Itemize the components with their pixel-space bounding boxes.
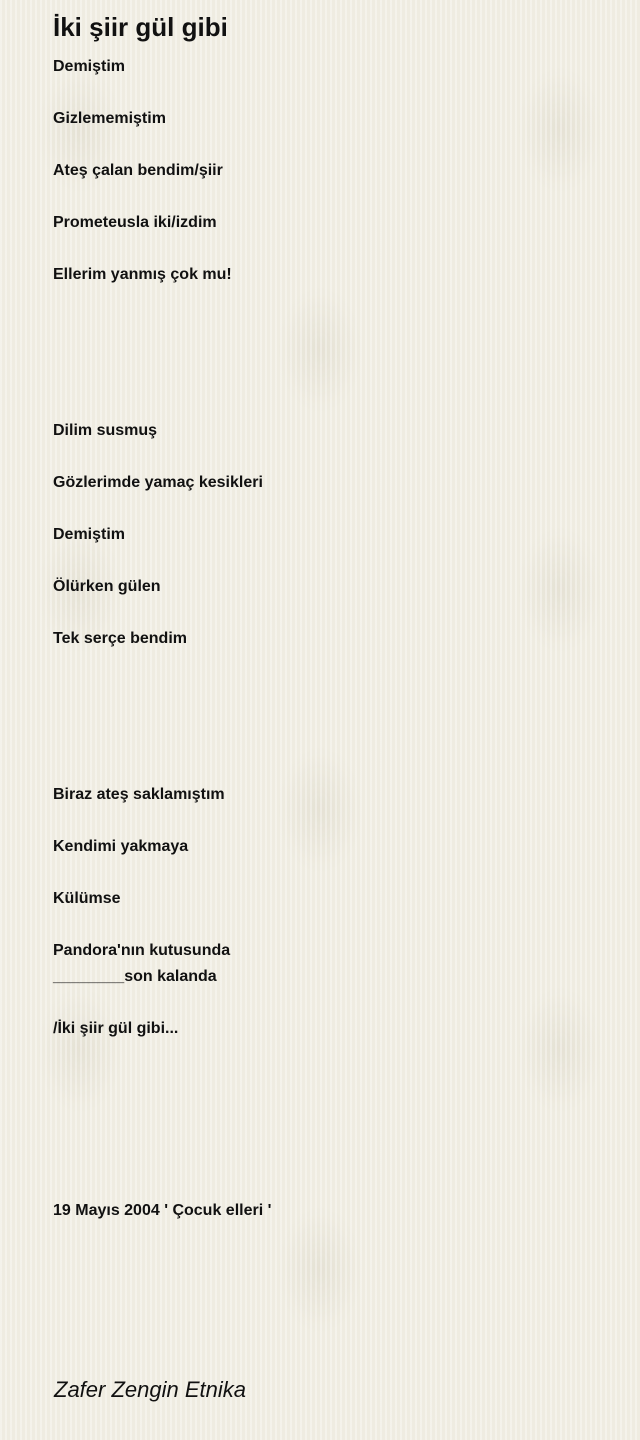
- poem-blank-line: [53, 808, 271, 834]
- poem-blank-line: [53, 1042, 271, 1068]
- poem-blank-line: [53, 730, 271, 756]
- poem-line: Kendimi yakmaya: [53, 838, 189, 855]
- poem-line: Dilim susmuş: [53, 422, 158, 439]
- poem-blank-line: [53, 392, 271, 418]
- poem-blank-line: [53, 652, 271, 678]
- poem-body: [53, 54, 271, 1224]
- poem-blank-line: [53, 236, 271, 262]
- poem-blank-line: [53, 314, 271, 340]
- poem-line: Gizlememiştim: [53, 110, 166, 127]
- poem-title: İki şiir gül gibi: [53, 12, 228, 42]
- poem-blank-line: [53, 548, 271, 574]
- poem-blank-line: [53, 444, 271, 470]
- poem-line: Tek serçe bendim: [53, 630, 187, 647]
- poem-blank-line: [53, 1120, 271, 1146]
- poem-line: ________son kalanda: [53, 968, 217, 985]
- poem-blank-line: [53, 678, 271, 704]
- poem-line: Ateş çalan bendim/şiir: [53, 162, 223, 179]
- poem-blank-line: [53, 366, 271, 392]
- poem-line: Demiştim: [53, 58, 126, 75]
- poem-blank-line: [53, 860, 271, 886]
- poem-blank-line: [53, 132, 271, 158]
- poem-line: Külümse: [53, 890, 121, 907]
- poem-blank-line: [53, 600, 271, 626]
- poem-blank-line: [53, 990, 271, 1016]
- poem-blank-line: [53, 912, 271, 938]
- poem-blank-line: [53, 340, 271, 366]
- poem-author: Zafer Zengin Etnika: [54, 1377, 246, 1402]
- poem-line: Ellerim yanmış çok mu!: [53, 266, 232, 283]
- poem-line: 19 Mayıs 2004 ' Çocuk elleri ': [53, 1202, 272, 1219]
- poem-blank-line: [53, 1146, 271, 1172]
- poem-blank-line: [53, 756, 271, 782]
- poem-blank-line: [53, 80, 271, 106]
- poem-blank-line: [53, 1172, 271, 1198]
- poem-line: Gözlerimde yamaç kesikleri: [53, 474, 263, 491]
- poem-line: Biraz ateş saklamıştım: [53, 786, 225, 803]
- poem-line: Demiştim: [53, 526, 126, 543]
- poem-blank-line: [53, 704, 271, 730]
- poem-line: Prometeusla iki/izdim: [53, 214, 217, 231]
- poem-line: /İki şiir gül gibi...: [53, 1020, 179, 1037]
- poem-blank-line: [53, 1068, 271, 1094]
- poem-line: Ölürken gülen: [53, 578, 161, 595]
- poem-blank-line: [53, 496, 271, 522]
- poem-blank-line: [53, 1094, 271, 1120]
- poem-line: Pandora'nın kutusunda: [53, 942, 231, 959]
- poem-blank-line: [53, 288, 271, 314]
- poem-blank-line: [53, 184, 271, 210]
